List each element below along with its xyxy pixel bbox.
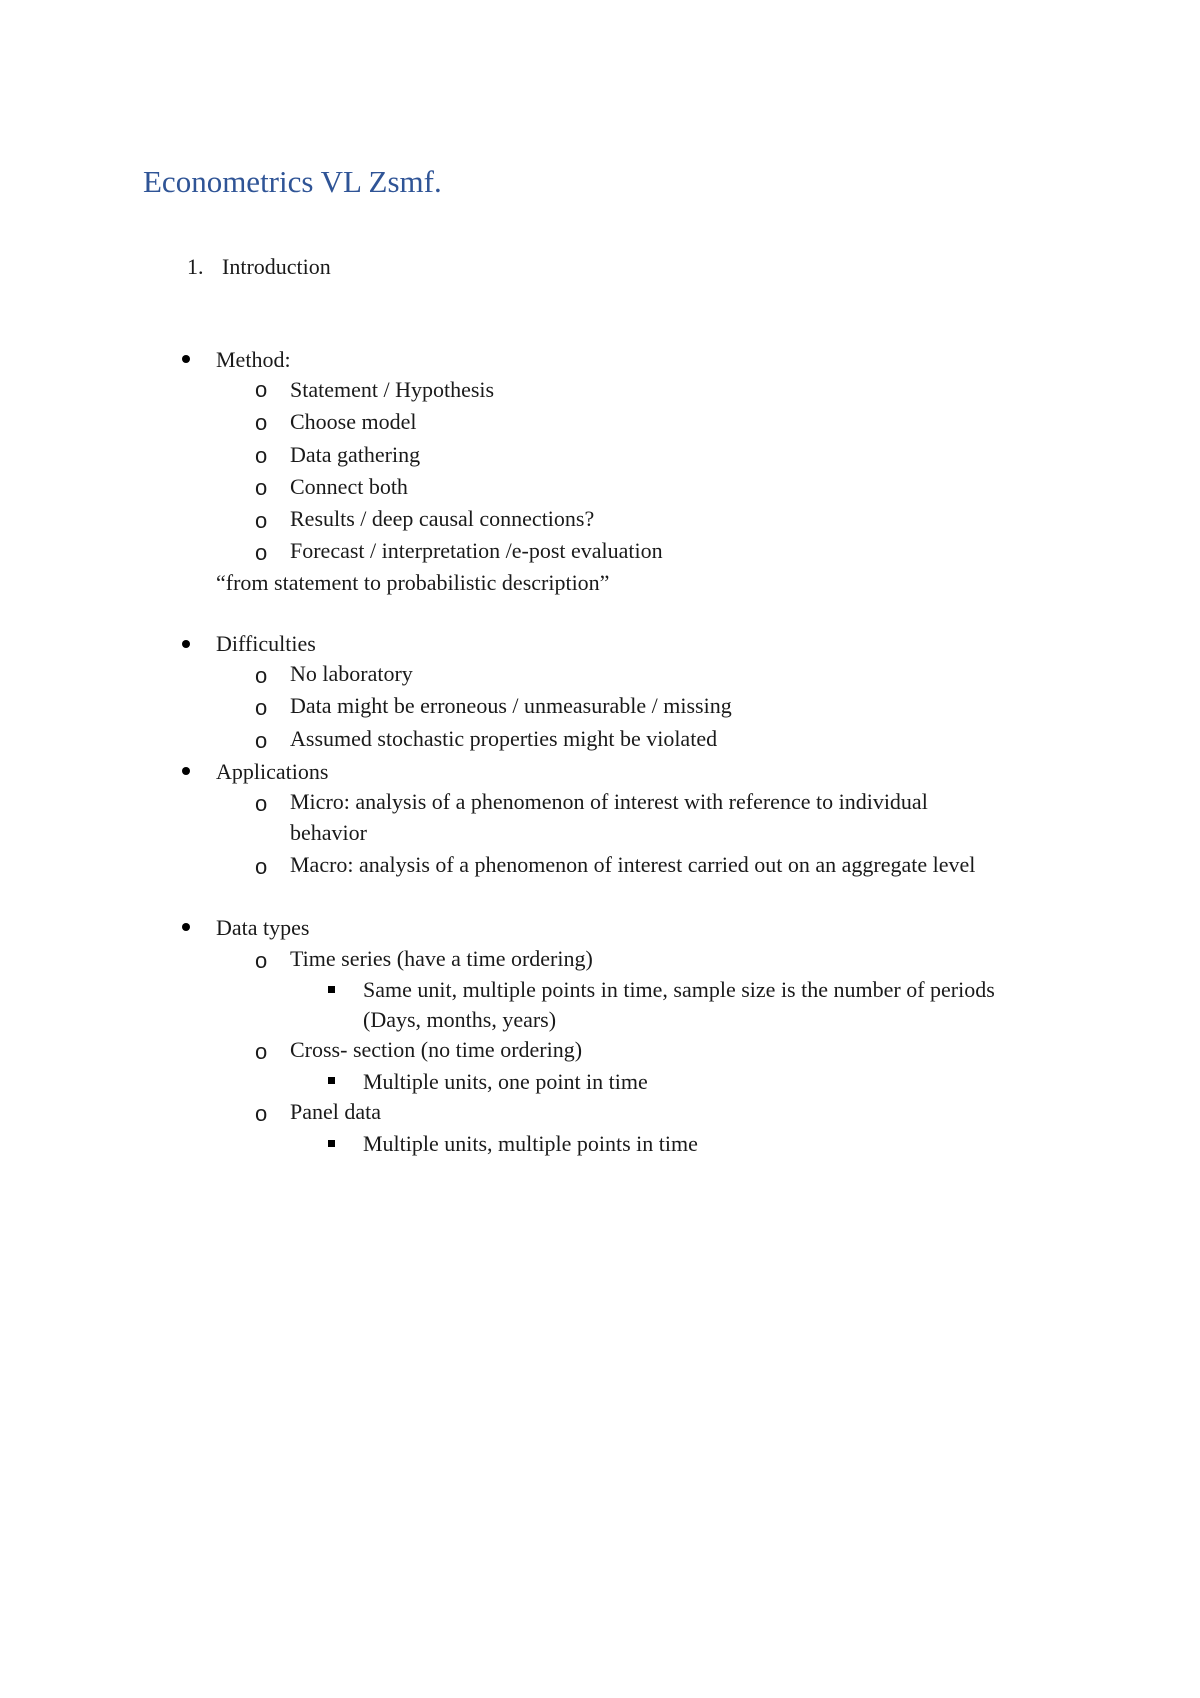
circle-bullet-icon: o	[255, 1101, 268, 1126]
circle-bullet-icon: o	[255, 663, 268, 688]
cross-section-detail: Multiple units, one point in time	[363, 1069, 648, 1094]
difficulties-item: No laboratory	[290, 661, 413, 686]
applications-micro: Micro: analysis of a phenomenon of interest with reference to individual	[290, 789, 928, 814]
method-label: Method:	[216, 347, 291, 372]
document-title: Econometrics VL Zsmf.	[143, 164, 442, 199]
applications-micro-continuation: behavior	[290, 820, 367, 845]
circle-bullet-icon: o	[255, 728, 268, 753]
bullet-icon	[182, 355, 190, 363]
difficulties-label: Difficulties	[216, 631, 316, 656]
method-quote: “from statement to probabilistic description”	[216, 570, 610, 595]
circle-bullet-icon: o	[255, 854, 268, 879]
section-number: 1.	[187, 254, 204, 279]
bullet-icon	[182, 923, 190, 931]
square-bullet-icon	[328, 986, 335, 993]
applications-label: Applications	[216, 759, 329, 784]
method-item: Forecast / interpretation /e-post evaluation	[290, 538, 663, 563]
circle-bullet-icon: o	[255, 695, 268, 720]
section-heading: Introduction	[222, 254, 331, 279]
time-series-label: Time series (have a time ordering)	[290, 946, 593, 971]
circle-bullet-icon: o	[255, 475, 268, 500]
time-series-detail-continuation: (Days, months, years)	[363, 1007, 557, 1032]
panel-data-detail: Multiple units, multiple points in time	[363, 1131, 698, 1156]
circle-bullet-icon: o	[255, 540, 268, 565]
method-item: Connect both	[290, 474, 408, 499]
circle-bullet-icon: o	[255, 443, 268, 468]
square-bullet-icon	[328, 1077, 335, 1084]
bullet-icon	[182, 640, 190, 648]
difficulties-item: Data might be erroneous / unmeasurable / missing	[290, 693, 732, 718]
method-item: Data gathering	[290, 442, 421, 467]
circle-bullet-icon: o	[255, 948, 268, 973]
difficulties-item: Assumed stochastic properties might be violated	[290, 726, 718, 751]
method-item: Results / deep causal connections?	[290, 506, 595, 531]
circle-bullet-icon: o	[255, 410, 268, 435]
applications-macro: Macro: analysis of a phenomenon of interest carried out on an aggregate level	[290, 852, 976, 877]
circle-bullet-icon: o	[255, 791, 268, 816]
bullet-icon	[182, 767, 190, 775]
square-bullet-icon	[328, 1140, 335, 1147]
circle-bullet-icon: o	[255, 377, 268, 402]
data-types-label: Data types	[216, 915, 310, 940]
circle-bullet-icon: o	[255, 508, 268, 533]
panel-data-label: Panel data	[290, 1099, 382, 1124]
method-item: Choose model	[290, 409, 417, 434]
time-series-detail: Same unit, multiple points in time, sample size is the number of periods	[363, 977, 995, 1002]
circle-bullet-icon: o	[255, 1039, 268, 1064]
method-item: Statement / Hypothesis	[290, 377, 495, 402]
cross-section-label: Cross- section (no time ordering)	[290, 1037, 583, 1062]
